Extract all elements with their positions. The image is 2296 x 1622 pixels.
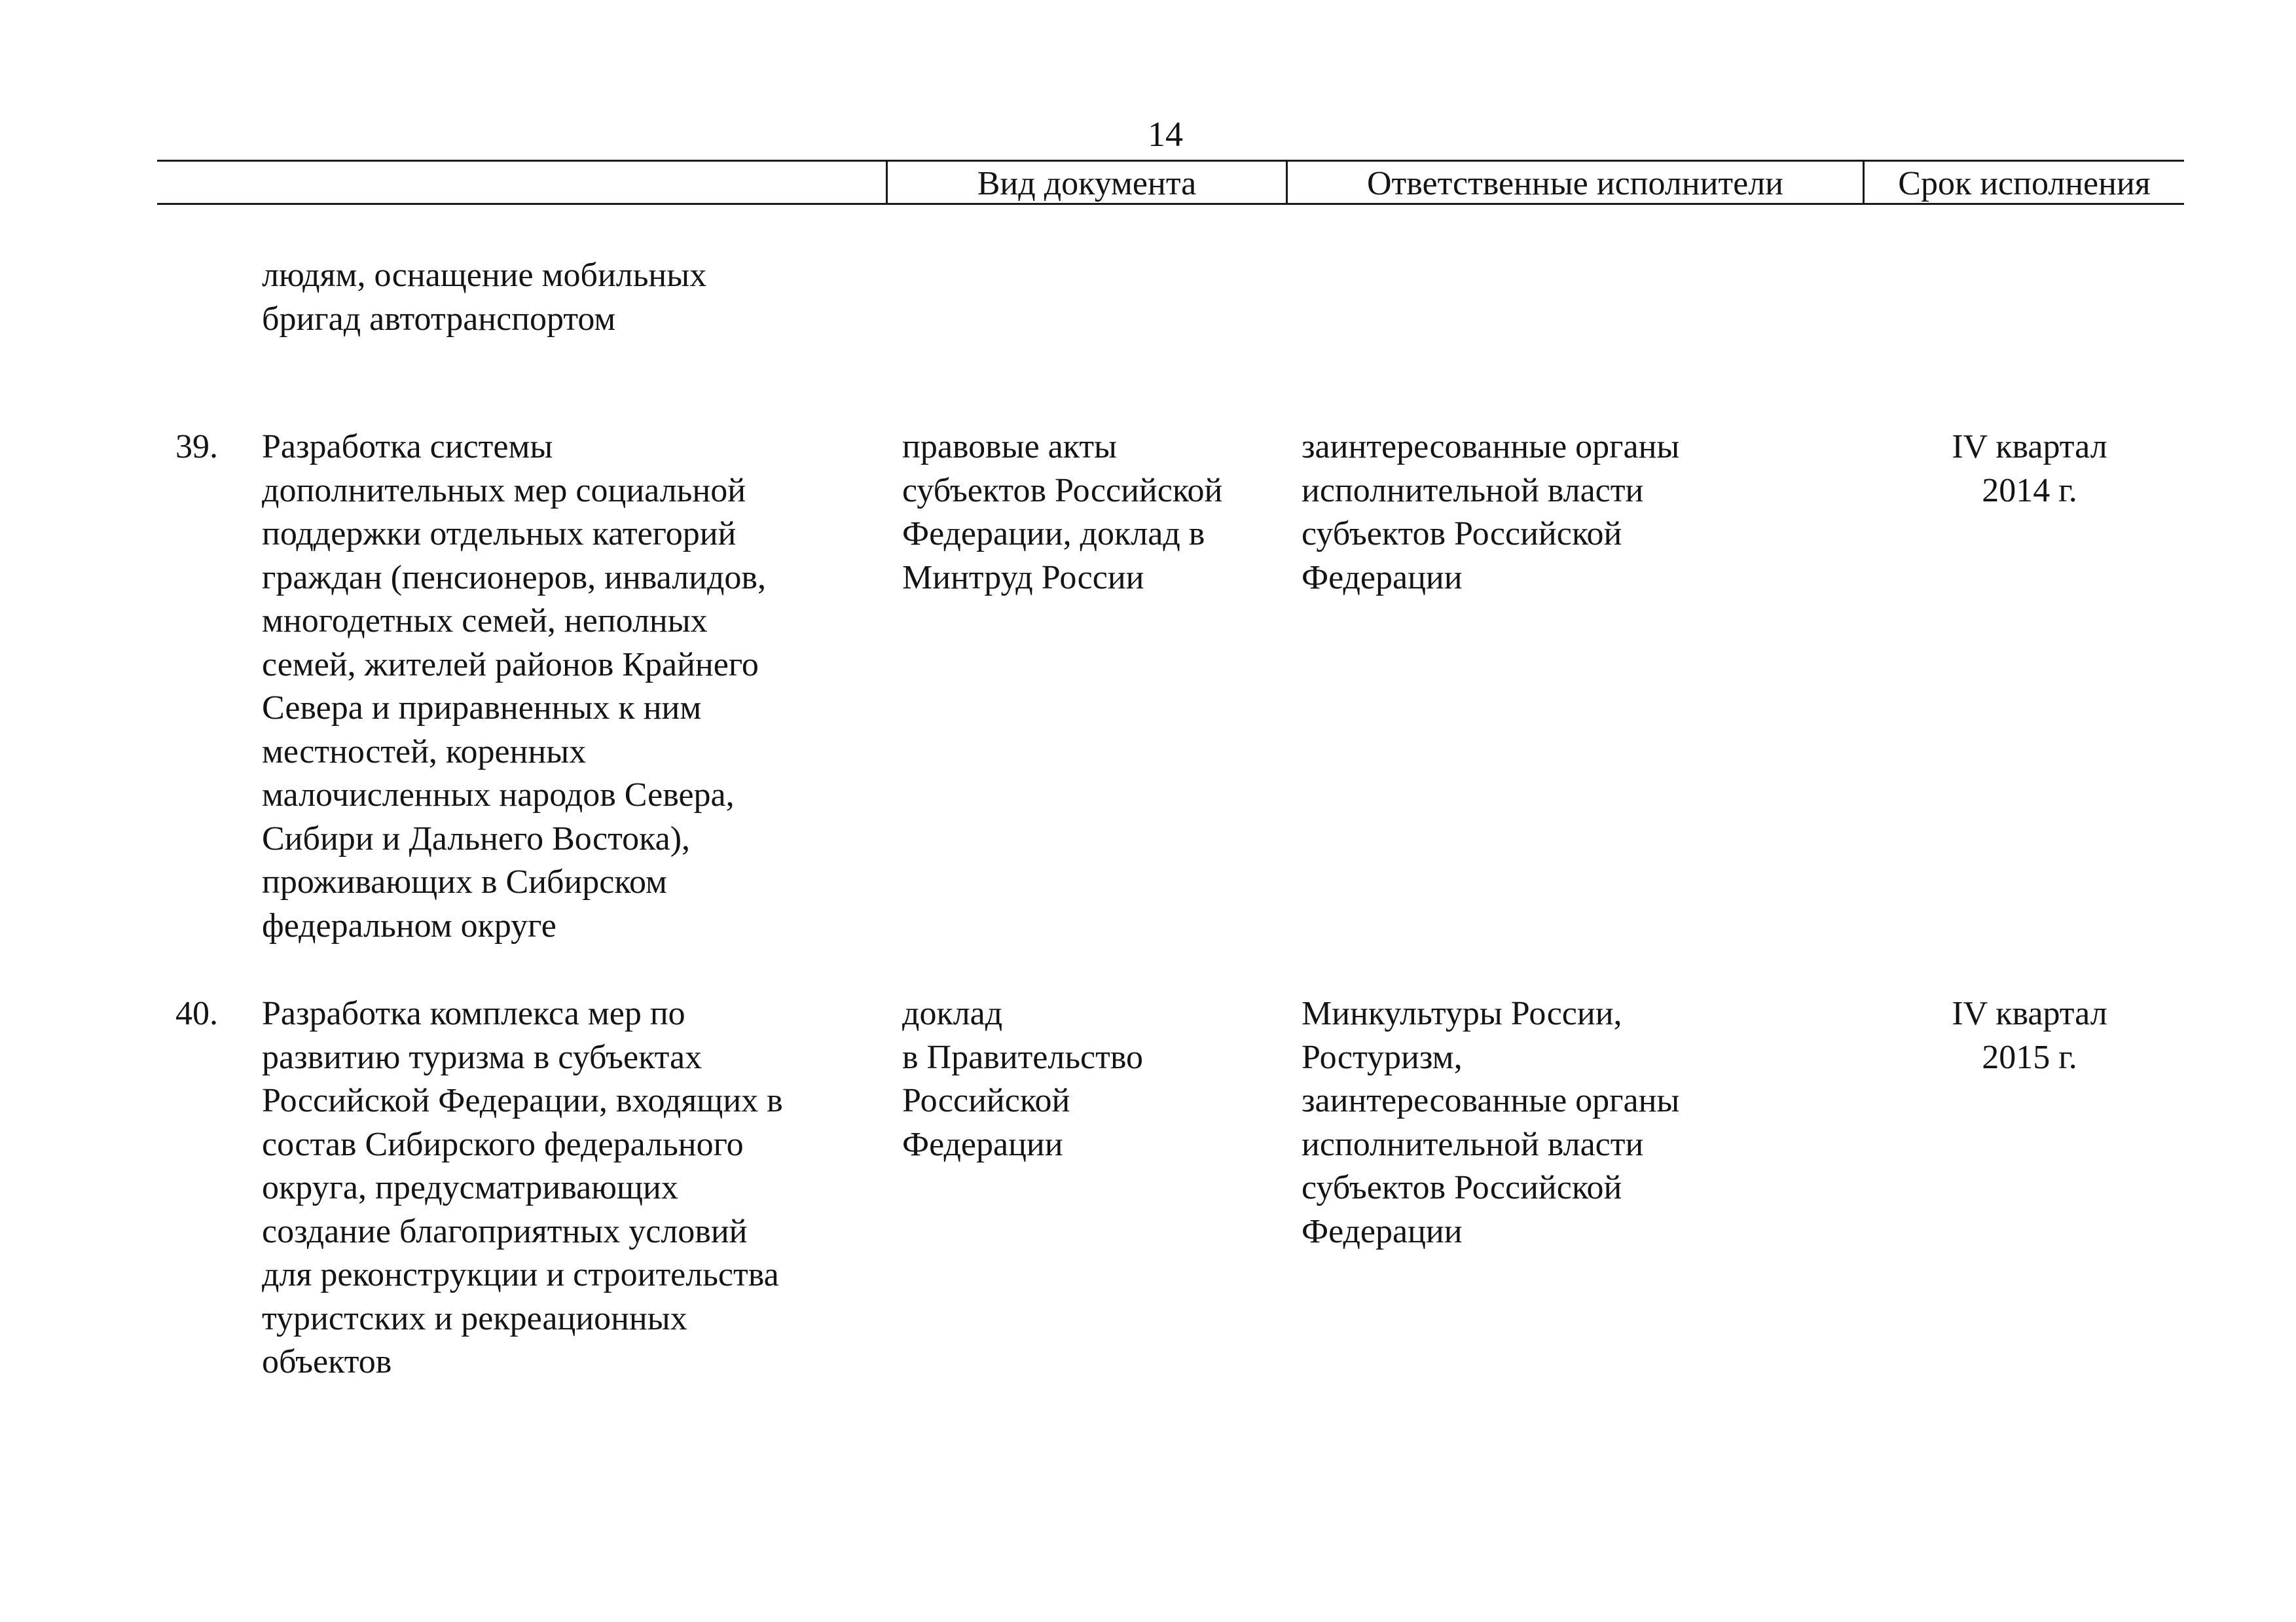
text-line: заинтересованные органы: [1302, 428, 1680, 465]
header-bottom-rule: [157, 203, 2184, 205]
text-line: поддержки отдельных категорий: [262, 515, 737, 552]
row-description: [262, 425, 877, 948]
text-line: заинтересованные органы: [1302, 1082, 1680, 1119]
text-line: в Правительство: [902, 1038, 1144, 1076]
continuation-description: [262, 254, 877, 341]
text-line: людям, оснащение мобильных: [262, 257, 707, 294]
text-line: Федерации: [1302, 1212, 1463, 1250]
text-line: создание благоприятных условий: [262, 1212, 748, 1250]
header-executors: Ответственные исполнители: [1366, 165, 1783, 202]
row-executors: [1302, 992, 1878, 1253]
row-number: 40.: [175, 995, 218, 1032]
header-top-rule: [157, 160, 2184, 162]
text-line: семей, жителей районов Крайнего: [262, 645, 759, 683]
row-deadline: [1886, 992, 2174, 1079]
text-line: многодетных семей, неполных: [262, 602, 708, 640]
text-line: граждан (пенсионеров, инвалидов,: [262, 558, 766, 596]
text-line: Разработка системы: [262, 428, 553, 465]
text-line: Минтруд России: [902, 558, 1144, 596]
text-line: исполнительной власти: [1302, 471, 1644, 509]
text-line: субъектов Российской: [1302, 515, 1622, 552]
text-line: IV квартал: [1952, 428, 2107, 465]
text-line: местностей, коренных: [262, 732, 587, 770]
text-line: Федерации, доклад в: [902, 515, 1205, 552]
text-line: Федерации: [1302, 558, 1463, 596]
text-line: исполнительной власти: [1302, 1125, 1644, 1163]
text-line: 2014 г.: [1982, 471, 2077, 509]
header-doc-type: Вид документа: [977, 165, 1197, 202]
text-line: субъектов Российской: [902, 471, 1223, 509]
row-number: 39.: [175, 428, 218, 465]
text-line: Сибири и Дальнего Востока),: [262, 820, 691, 857]
text-line: правовые акты: [902, 428, 1117, 465]
text-line: округа, предусматривающих: [262, 1169, 678, 1206]
table-header: [157, 160, 2184, 206]
text-line: Ростуризм,: [1302, 1038, 1463, 1076]
text-line: объектов: [262, 1343, 392, 1380]
text-line: доклад: [902, 995, 1003, 1032]
text-line: бригад автотранспортом: [262, 300, 616, 338]
row-doc-type: [902, 992, 1295, 1166]
text-line: Разработка комплекса мер по: [262, 995, 685, 1032]
text-line: Минкультуры России,: [1302, 995, 1622, 1032]
text-line: туристских и рекреационных: [262, 1299, 687, 1337]
text-line: Российской: [902, 1082, 1070, 1119]
text-line: проживающих в Сибирском: [262, 863, 667, 901]
text-line: IV квартал: [1952, 995, 2107, 1032]
header-deadline: Срок исполнения: [1898, 165, 2151, 202]
row-description: [262, 992, 877, 1384]
text-line: дополнительных мер социальной: [262, 471, 746, 509]
text-line: федеральном округе: [262, 907, 556, 945]
text-line: развитию туризма в субъектах: [262, 1038, 702, 1076]
text-line: субъектов Российской: [1302, 1169, 1622, 1206]
text-line: состав Сибирского федерального: [262, 1125, 744, 1163]
text-line: для реконструкции и строительства: [262, 1256, 779, 1293]
row-executors: [1302, 425, 1878, 600]
text-line: Севера и приравненных к ним: [262, 689, 702, 727]
row-deadline: [1886, 425, 2174, 513]
text-line: Российской Федерации, входящих в: [262, 1082, 783, 1119]
text-line: малочисленных народов Севера,: [262, 776, 735, 814]
text-line: Федерации: [902, 1125, 1063, 1163]
page-number: 14: [1148, 115, 1183, 154]
text-line: 2015 г.: [1982, 1038, 2077, 1076]
row-doc-type: [902, 425, 1295, 600]
